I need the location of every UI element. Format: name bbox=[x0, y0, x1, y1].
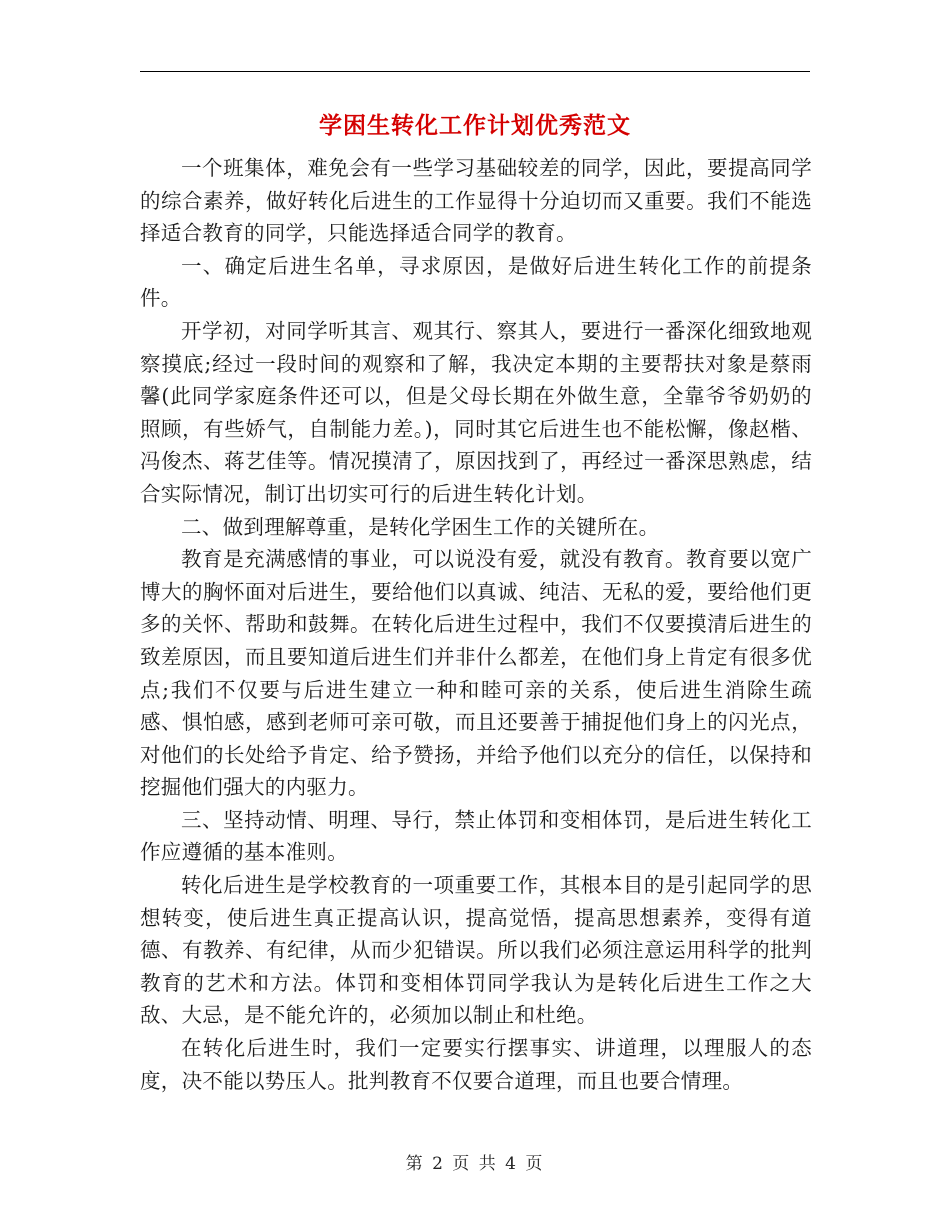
paragraph: 在转化后进生时，我们一定要实行摆事实、讲道理，以理服人的态度，决不能以势压人。批判教育不仅要合道理，而且也要合情理。 bbox=[140, 1036, 812, 1093]
paragraph: 转化后进生是学校教育的一项重要工作，其根本目的是引起同学的思想转变，使后进生真正提高认识，提高觉悟，提高思想素养，变得有道德、有教养、有纪律，从而少犯错误。所以我们必须注意运用科学的批判教育的艺术和方法。体罚和变相体罚同学我认为是转化后进生工作之大敌、大忌，是不能允许的，必须加以制止和杜绝。 bbox=[140, 873, 812, 1028]
section-heading: 二、做到理解尊重，是转化学困生工作的关键所在。 bbox=[181, 514, 660, 539]
document-title: 学困生转化工作计划优秀范文 bbox=[319, 112, 631, 139]
section-heading: 三、坚持动情、明理、导行，禁止体罚和变相体罚，是后进生转化工作应遵循的基本准则。 bbox=[140, 807, 812, 865]
section-heading: 一、确定后进生名单，寻求原因，是做好后进生转化工作的前提条件。 bbox=[140, 253, 812, 311]
page-number: 第 2 页 共 4 页 bbox=[405, 1154, 545, 1174]
header-rule bbox=[140, 71, 810, 72]
paragraph: 开学初，对同学听其言、观其行、察其人，要进行一番深化细致地观察摸底;经过一段时间的观察和了解，我决定本期的主要帮扶对象是蔡雨馨(此同学家庭条件还可以，但是父母长期在外做生意，全靠爷爷奶奶的照顾，有些娇气，自制能力差。)，同时其它后进生也不能松懈，像赵楷、冯俊杰、蒋艺佳等。情况摸清了，原因找到了，再经过一番深思熟虑，结合实际情况，制订出切实可行的后进生转化计划。 bbox=[140, 318, 812, 506]
document-body bbox=[140, 152, 812, 1097]
paragraph: 一个班集体，难免会有一些学习基础较差的同学，因此，要提高同学的综合素养，做好转化后进生的工作显得十分迫切而又重要。我们不能选择适合教育的同学，只能选择适合同学的教育。 bbox=[140, 156, 812, 246]
paragraph: 教育是充满感情的事业，可以说没有爱，就没有教育。教育要以宽广博大的胸怀面对后进生，要给他们以真诚、纯洁、无私的爱，要给他们更多的关怀、帮助和鼓舞。在转化后进生过程中，我们不仅要摸清后进生的致差原因，而且要知道后进生们并非什么都差，在他们身上肯定有很多优点;我们不仅要与后进生建立一种和睦可亲的关系，使后进生消除生疏感、惧怕感，感到老师可亲可敬，而且还要善于捕捉他们身上的闪光点，对他们的长处给予肯定、给予赞扬，并给予他们以充分的信任，以保持和挖掘他们强大的内驱力。 bbox=[140, 547, 812, 800]
